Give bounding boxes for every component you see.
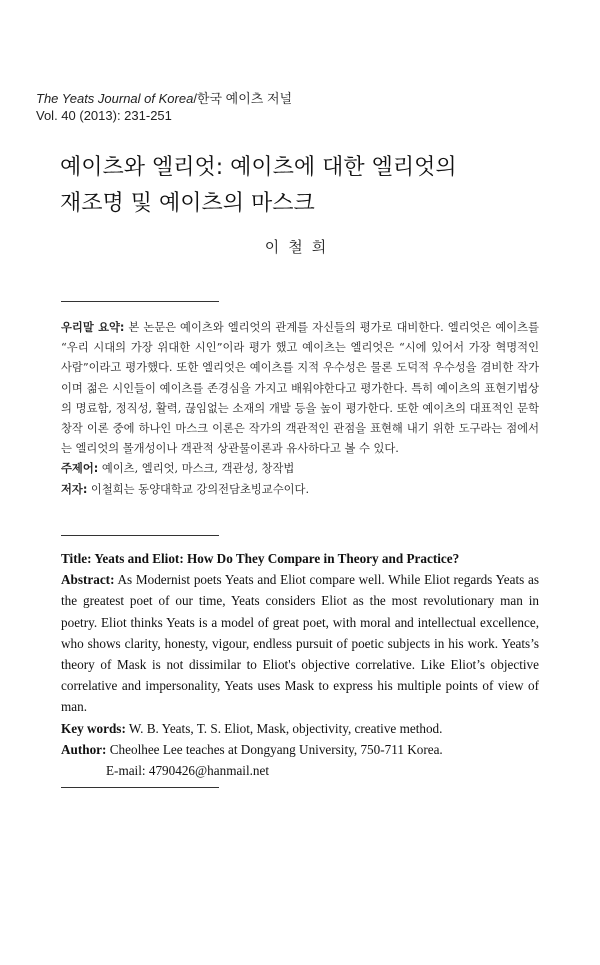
korean-author-note bbox=[61, 480, 539, 500]
korean-abstract-label: 우리말 요약: bbox=[61, 321, 125, 334]
english-author-text: Cheolhee Lee teaches at Dongyang University, 750-711 Korea. bbox=[106, 741, 443, 757]
author-name: 이철희 bbox=[264, 238, 336, 256]
korean-abstract bbox=[61, 318, 539, 500]
korean-author-label: 저자: bbox=[61, 482, 88, 496]
english-abstract bbox=[61, 548, 539, 781]
english-abstract-text: As Modernist poets Yeats and Eliot compare well. While Eliot regards Yeats as the greatest poet of our time, Yeats considers Eliot as the most revolutionary man in poetry. Eliot thinks Yeats is a model of great poet, with moral and intellectual excellence, who shows clarity, honesty, vigour, endless pursuit of poetic subjects in his work. Yeats’s theory of Mask is not dissimilar to Eliot's objective correlative. Like Eliot’s objective correlative and impersonality, Yeats uses Mask to express his multiple points of view of man. bbox=[61, 572, 539, 715]
english-abstract-paragraph bbox=[61, 569, 539, 717]
divider-bottom bbox=[61, 787, 219, 788]
english-abstract-label: Abstract: bbox=[61, 572, 115, 588]
english-title-text: Title: Yeats and Eliot: How Do They Compare in Theory and Practice? bbox=[61, 551, 460, 566]
journal-name: The Yeats Journal of Korea bbox=[36, 91, 194, 106]
english-keywords-text: W. B. Yeats, T. S. Eliot, Mask, objectivity, creative method. bbox=[125, 720, 443, 736]
korean-abstract-paragraph bbox=[61, 318, 539, 459]
journal-name-korean: /한국 예이츠 저널 bbox=[193, 91, 293, 106]
journal-name-line bbox=[36, 90, 292, 107]
english-keywords bbox=[61, 718, 539, 739]
english-author-label: Author: bbox=[61, 741, 107, 757]
english-keywords-label: Key words: bbox=[61, 720, 126, 736]
divider-middle bbox=[61, 535, 219, 536]
paper-title bbox=[60, 150, 560, 222]
author-email: E-mail: 4790426@hanmail.net bbox=[106, 763, 270, 779]
divider-top bbox=[61, 301, 219, 302]
english-author-note bbox=[61, 739, 539, 760]
korean-keywords bbox=[61, 459, 539, 479]
title-line-2: 재조명 및 예이츠의 마스크 bbox=[60, 191, 315, 216]
korean-keywords-text: 예이츠, 엘리엇, 마스크, 객관성, 창작법 bbox=[98, 462, 295, 476]
title-line-1: 예이츠와 엘리엇: 예이츠에 대한 엘리엇의 bbox=[60, 155, 457, 180]
korean-abstract-text: 본 논문은 예이츠와 엘리엇의 관계를 자신들의 평가로 대비한다. 엘리엇은 예이츠를 “우리 시대의 가장 위대한 시인”이라 평가 했고 예이츠는 엘리엇은 “시에 있어서 가장 혁명적인 사람”이라고 평가했다. 또한 엘리엇은 예이츠를 지적 우수성은 물론 도덕적 우수성을 겸비한 작가이며 젊은 시인들이 예이츠를 존경심을 가지고 배워야한다고 평가한다. 특히 예이츠의 표현기법상의 명료함, 정직성, 활력, 끊임없는 소재의 개발 등을 높이 평가한다. 또한 예이츠의 대표적인 문학창작 이론 중에 하나인 마스크 이론은 작가의 객관적인 관점을 표현해 내기 위한 도구라는 점에서는 엘리엇의 몰개성이나 객관적 상관물이론과 유사하다고 볼 수 있다. bbox=[61, 321, 539, 456]
korean-author-text: 이철희는 동양대학교 강의전담초빙교수이다. bbox=[87, 482, 310, 496]
journal-header bbox=[36, 90, 292, 124]
english-title bbox=[61, 548, 539, 569]
volume-info: Vol. 40 (2013): 231-251 bbox=[36, 108, 172, 123]
korean-keywords-label: 주제어: bbox=[61, 462, 99, 476]
